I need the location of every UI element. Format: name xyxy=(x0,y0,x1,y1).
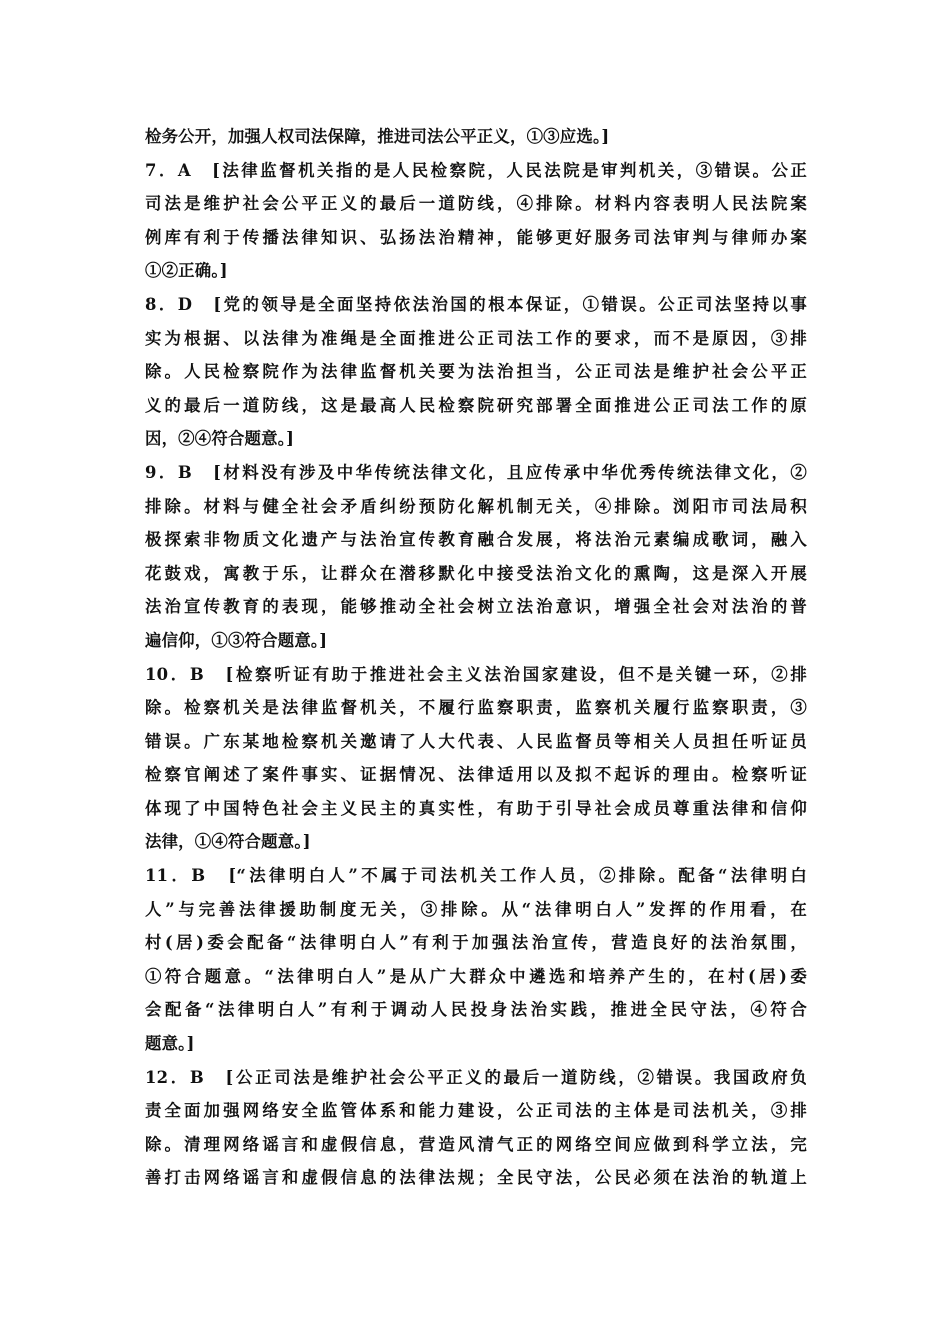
text-line: 义的最后一道防线，这是最高人民检察院研究部署全面推进公正司法工作的原 xyxy=(145,395,807,415)
text-line: 极探索非物质文化遗产与法治宣传教育融合发展，将法治元素编成歌词，融入 xyxy=(145,530,807,550)
text-line: 花鼓戏，寓教于乐，让群众在潜移默化中接受法治文化的熏陶，这是深入开展 xyxy=(145,563,807,583)
text-line: 检务公开，加强人权司法保障，推进司法公平正义，①③应选。] xyxy=(145,127,610,146)
text-line: 除。清理网络谣言和虚假信息，营造风清气正的网络空间应做到科学立法，完 xyxy=(145,1134,807,1154)
text-line: 9．B [材料没有涉及中华传统法律文化，且应传承中华优秀传统法律文化，② xyxy=(145,462,807,482)
text-line: 体现了中国特色社会主义民主的真实性，有助于引导社会成员尊重法律和信仰 xyxy=(145,798,807,818)
text-line: ①②正确。] xyxy=(145,261,228,281)
text-line: 因，②④符合题意。] xyxy=(145,429,295,449)
text-line: 司法是维护社会公平正义的最后一道防线，④排除。材料内容表明人民法院案 xyxy=(145,194,807,214)
text-line: ①符合题意。“法律明白人”是从广大群众中遴选和培养产生的，在村(居)委 xyxy=(145,966,807,986)
text-line: 11．B [“法律明白人”不属于司法机关工作人员，②排除。配备“法律明白 xyxy=(145,866,807,886)
text-line: 检察官阐述了案件事实、证据情况、法律适用以及拟不起诉的理由。检察听证 xyxy=(145,765,807,785)
text-line: 法治宣传教育的表现，能够推动全社会树立法治意识，增强全社会对法治的普 xyxy=(145,597,807,617)
text-line: 村(居)委会配备“法律明白人”有利于加强法治宣传，营造良好的法治氛围， xyxy=(145,933,807,953)
text-line: 法律，①④符合题意。] xyxy=(145,832,311,852)
text-line: 排除。材料与健全社会矛盾纠纷预防化解机制无关，④排除。浏阳市司法局积 xyxy=(145,496,807,516)
text-line: 除。人民检察院作为法律监督机关要为法治担当，公正司法是维护社会公平正 xyxy=(145,362,807,382)
text-line: 8．D [党的领导是全面坚持依法治国的根本保证，①错误。公正司法坚持以事 xyxy=(145,294,807,314)
answer-explanations xyxy=(145,120,807,1195)
text-line: 例库有利于传播法律知识、弘扬法治精神，能够更好服务司法审判与律师办案 xyxy=(145,227,807,247)
text-line: 善打击网络谣言和虚假信息的法律法规；全民守法，公民必须在法治的轨道上 xyxy=(145,1168,807,1188)
text-line: 10．B [检察听证有助于推进社会主义法治国家建设，但不是关键一环，②排 xyxy=(145,664,807,684)
text-line: 责全面加强网络安全监管体系和能力建设，公正司法的主体是司法机关，③排 xyxy=(145,1101,807,1121)
text-line: 错误。广东某地检察机关邀请了人大代表、人民监督员等相关人员担任听证员 xyxy=(145,731,807,751)
text-line: 人”与完善法律援助制度无关，③排除。从“法律明白人”发挥的作用看，在 xyxy=(145,899,807,919)
text-line: 实为根据、以法律为准绳是全面推进公正司法工作的要求，而不是原因，③排 xyxy=(145,328,807,348)
text-line: 会配备“法律明白人”有利于调动人民投身法治实践，推进全民守法，④符合 xyxy=(145,1000,807,1020)
text-line: 除。检察机关是法律监督机关，不履行监察职责，监察机关履行监察职责，③ xyxy=(145,698,807,718)
text-line: 题意。] xyxy=(145,1034,195,1054)
text-line: 遍信仰，①③符合题意。] xyxy=(145,630,328,650)
text-line: 12．B [公正司法是维护社会公平正义的最后一道防线，②错误。我国政府负 xyxy=(145,1067,807,1087)
text-line: 7．A [法律监督机关指的是人民检察院，人民法院是审判机关，③错误。公正 xyxy=(145,160,807,180)
